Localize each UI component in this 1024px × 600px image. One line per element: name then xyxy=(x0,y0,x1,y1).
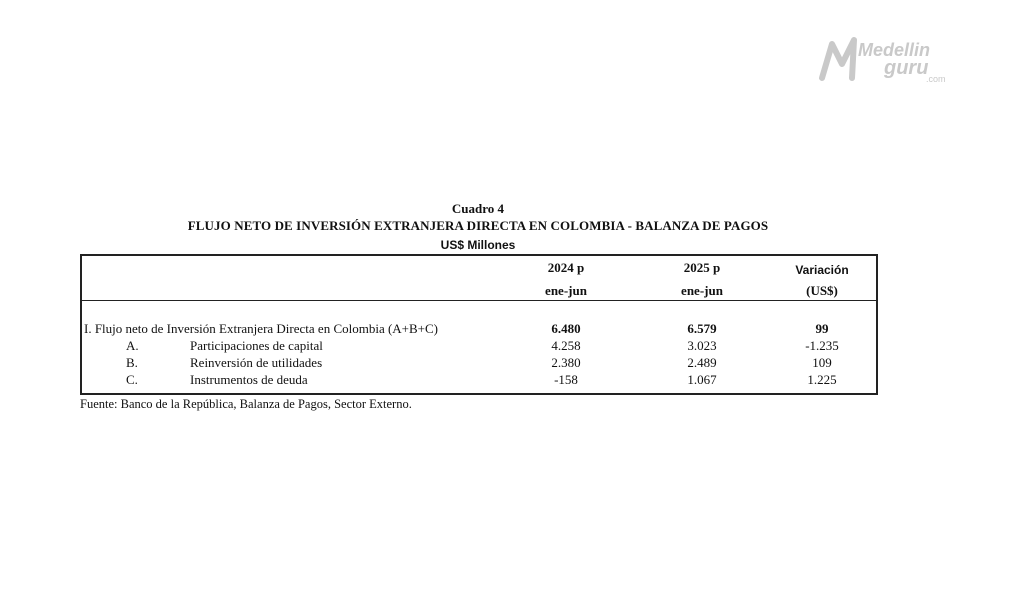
row-variation: 109 xyxy=(812,355,832,370)
table-row xyxy=(82,338,876,355)
header-variation-title: Variación xyxy=(795,263,849,277)
row-label: Instrumentos de deuda xyxy=(190,372,308,387)
row-value-2025: 2.489 xyxy=(687,355,717,370)
table-caption-number: Cuadro 4 xyxy=(451,201,505,216)
logo-text-sub: guru xyxy=(884,57,929,79)
table-caption-title: FLUJO NETO DE INVERSIÓN EXTRANJERA DIRECTA EN COLOMBIA - BALANZA DE PAGOS xyxy=(187,218,769,233)
header-divider xyxy=(82,300,876,301)
header-2025 xyxy=(642,256,762,300)
row-variation: 99 xyxy=(815,321,829,336)
row-value-2024: 2.380 xyxy=(551,355,581,370)
row-letter: A. xyxy=(126,338,139,353)
table-row-total xyxy=(82,321,876,338)
row-value-2024: 6.480 xyxy=(551,321,581,336)
header-2025-period: ene-jun xyxy=(681,283,723,298)
table-row xyxy=(82,372,876,389)
row-label: Reinversión de utilidades xyxy=(190,355,323,370)
row-label: Participaciones de capital xyxy=(190,338,323,353)
header-2024-year: 2024 p xyxy=(547,260,585,275)
row-value-2025: 3.023 xyxy=(687,338,717,353)
table-row xyxy=(82,355,876,372)
fdi-table xyxy=(80,254,878,395)
header-variation-unit: (US$) xyxy=(806,283,838,298)
header-2024-period: ene-jun xyxy=(545,283,587,298)
row-value-2025: 6.579 xyxy=(687,321,717,336)
logo-text-main: Medellin xyxy=(858,40,931,60)
medellin-guru-logo xyxy=(818,34,954,86)
row-value-2024: -158 xyxy=(554,372,578,387)
logo-text-domain: .com xyxy=(926,74,946,84)
header-2024 xyxy=(506,256,626,300)
table-source-note: Fuente: Banco de la República, Balanza de Pagos, Sector Externo. xyxy=(80,397,412,411)
row-label: I. Flujo neto de Inversión Extranjera Directa en Colombia (A+B+C) xyxy=(84,321,439,336)
row-letter: B. xyxy=(126,355,138,370)
row-letter: C. xyxy=(126,372,138,387)
row-variation: -1.235 xyxy=(805,338,839,353)
table-caption-unit: US$ Millones xyxy=(440,238,516,252)
header-2025-year: 2025 p xyxy=(683,260,721,275)
header-variation xyxy=(762,256,882,300)
row-value-2024: 4.258 xyxy=(551,338,581,353)
row-value-2025: 1.067 xyxy=(687,372,717,387)
row-variation: 1.225 xyxy=(807,372,837,387)
